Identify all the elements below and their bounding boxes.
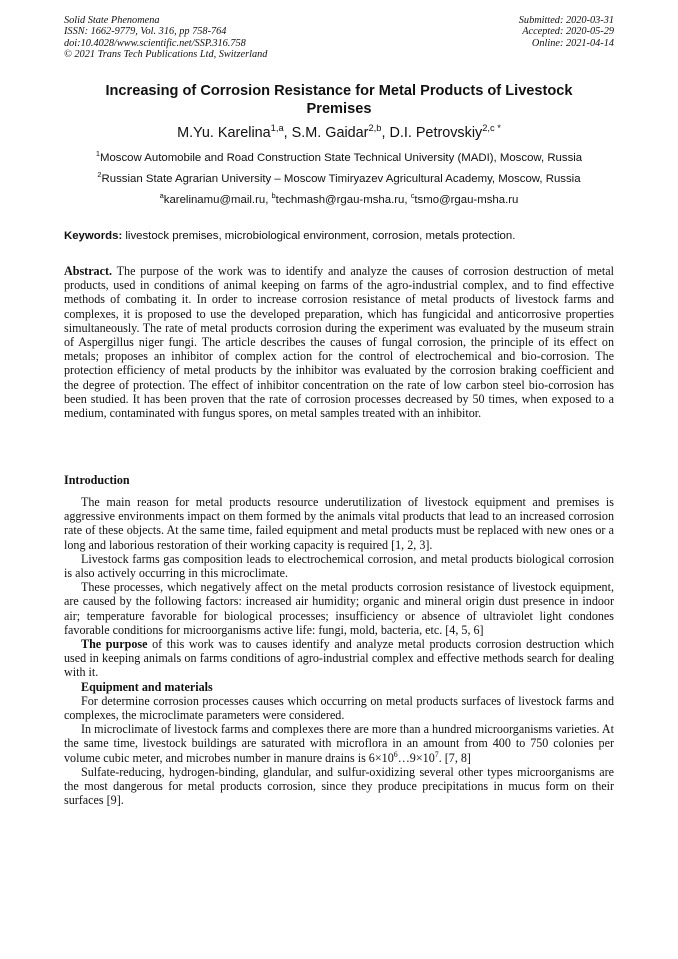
affiliation-mark: 2	[97, 170, 102, 180]
abstract-text: The purpose of the work was to identify and analyze the causes of corrosion destruction of metal products, used in conditions of animal keeping on farms of the agro-industrial complex, and to find effective methods of combating it. In order to increase corrosion resistance of metal products of livestock farms and complexes, it is proposed to use the developed preparation, which has fungicidal and anticorrosive properties simultaneously. The rate of metal products corrosion during the experiment was evaluated by the museum strain of Aspergillus niger fungi. The article describes the causes of fungal corrosion, the principle of its effect on metals; proposes an inhibitor of complex action for the control of electrochemical and bio-corrosion. The protection efficiency of metal products by the inhibitor was evaluated by the corrosion braking coefficient and the degree of protection. The effect of inhibitor concentration on the rate of low carbon steel bio-corrosion has been studied. It has been proven that the rate of corrosion processes decreased by 50 times, when exposed to a medium, contaminated with fungus spores, on metal samples treated with an inhibitor.	[64, 264, 614, 421]
paragraph: Livestock farms gas composition leads to electrochemical corrosion, and metal products biological corrosion is also actively occurring in this microclimate.	[64, 551, 614, 581]
author-name: D.I. Petrovskiy	[389, 125, 483, 141]
title-line-1: Increasing of Corrosion Resistance for Metal Products of Livestock	[105, 83, 573, 99]
affiliation-text: Russian State Agrarian University – Moscow Timiryazev Agricultural Academy, Moscow, Russia	[101, 173, 581, 185]
affiliation-text: Moscow Automobile and Road Construction State Technical University (MADI), Moscow, Russia	[99, 152, 583, 164]
introduction-heading: Introduction	[64, 473, 130, 487]
online-date: Online: 2021-04-14	[531, 37, 614, 49]
paragraph	[64, 637, 614, 680]
email-link[interactable]: techmash@rgau-msha.ru,	[275, 194, 411, 206]
journal-doi: doi:10.4028/www.scientific.net/SSP.316.758	[64, 37, 246, 49]
journal-name: Solid State Phenomena	[64, 15, 160, 26]
paragraph: For determine corrosion processes causes which occurring on metal products surfaces of livestock farms and complexes, the microclimate parameters were considered.	[64, 693, 614, 723]
email-mark: b	[271, 191, 276, 201]
title-line-2: Premises	[306, 101, 372, 117]
author-emails	[64, 193, 614, 207]
author-affiliation-mark: 1,a	[270, 123, 284, 134]
email-link[interactable]: tsmo@rgau-msha.ru	[414, 194, 519, 206]
author-name: S.M. Gaidar	[291, 125, 369, 141]
email-link[interactable]: karelinamu@mail.ru,	[163, 194, 272, 206]
author-affiliation-mark: 2,c *	[482, 123, 501, 134]
paragraph: Sulfate-reducing, hydrogen-binding, glandular, and sulfur-oxidizing several other types microorganisms are the most dangerous for metal products corrosion, since they produce precipitations in mucus form on their surfaces [9].	[64, 764, 614, 808]
keywords-label: Keywords:	[64, 230, 123, 242]
journal-issn: ISSN: 1662-9779, Vol. 316, pp 758-764	[64, 26, 227, 38]
introduction-body	[64, 495, 614, 807]
paragraph	[64, 722, 614, 765]
keywords	[64, 229, 614, 243]
exponent: 7	[434, 749, 439, 759]
purpose-label: The purpose	[81, 637, 148, 652]
abstract	[64, 264, 614, 420]
journal-info	[64, 15, 267, 60]
equipment-subheading: Equipment and materials	[81, 679, 213, 694]
email-mark: a	[159, 191, 164, 201]
exponent: 6	[393, 749, 398, 759]
microbe-text: …9×10	[397, 750, 435, 765]
author-separator: ,	[381, 125, 390, 141]
journal-copyright: © 2021 Trans Tech Publications Ltd, Switzerland	[64, 48, 268, 60]
accepted-date: Accepted: 2020-05-29	[522, 26, 614, 38]
author-name: M.Yu. Karelina	[177, 125, 271, 141]
affiliation-mark: 1	[95, 149, 100, 159]
paragraph: The main reason for metal products resource underutilization of livestock equipment and premises is aggressive environments impact on them formed by the animals vital products that lead to an increased corrosion rate of these objects. At the same time, failed equipment and metal products must be replaced with new ones or a long and laborious restoration of their working capacity is required [1, 2, 3].	[64, 495, 614, 552]
author-separator: ,	[283, 125, 292, 141]
purpose-text: of this work was to causes identify and analyze metal products corrosion destruction which used in keeping animals on farms conditions of agro-industrial complex and effective methods search for dealing with it.	[64, 637, 614, 680]
keywords-text: livestock premises, microbiological environment, corrosion, metals protection.	[122, 230, 516, 242]
email-mark: c	[410, 191, 415, 201]
affiliation-2	[64, 172, 614, 186]
microbe-text: . [7, 8]	[438, 750, 471, 765]
affiliation-1	[64, 151, 614, 165]
microbe-text: In microclimate of livestock farms and complexes there are more than a hundred microorganisms varieties. At the same time, livestock buildings are saturated with microflora in an amount from 400 to 750 colonies per volume cubic meter, and microbes number in manure drains is 6×10	[64, 722, 614, 765]
submission-dates	[519, 15, 614, 49]
abstract-label: Abstract.	[64, 264, 113, 278]
author-affiliation-mark: 2,b	[368, 123, 382, 134]
paper-title	[64, 82, 614, 118]
author-list	[64, 124, 614, 142]
submitted-date: Submitted: 2020-03-31	[518, 15, 614, 26]
paragraph: These processes, which negatively affect on the metal products corrosion resistance of livestock equipment, are caused by the following factors: increased air humidity; organic and mineral origin dust presence in indoor air; temperature favorable for biological processes; insufficiency or absence of ultraviolet light condones favorable conditions for microorganisms active life: fungi, mold, bacteria, etc. [4, 5, 6]	[64, 580, 614, 637]
